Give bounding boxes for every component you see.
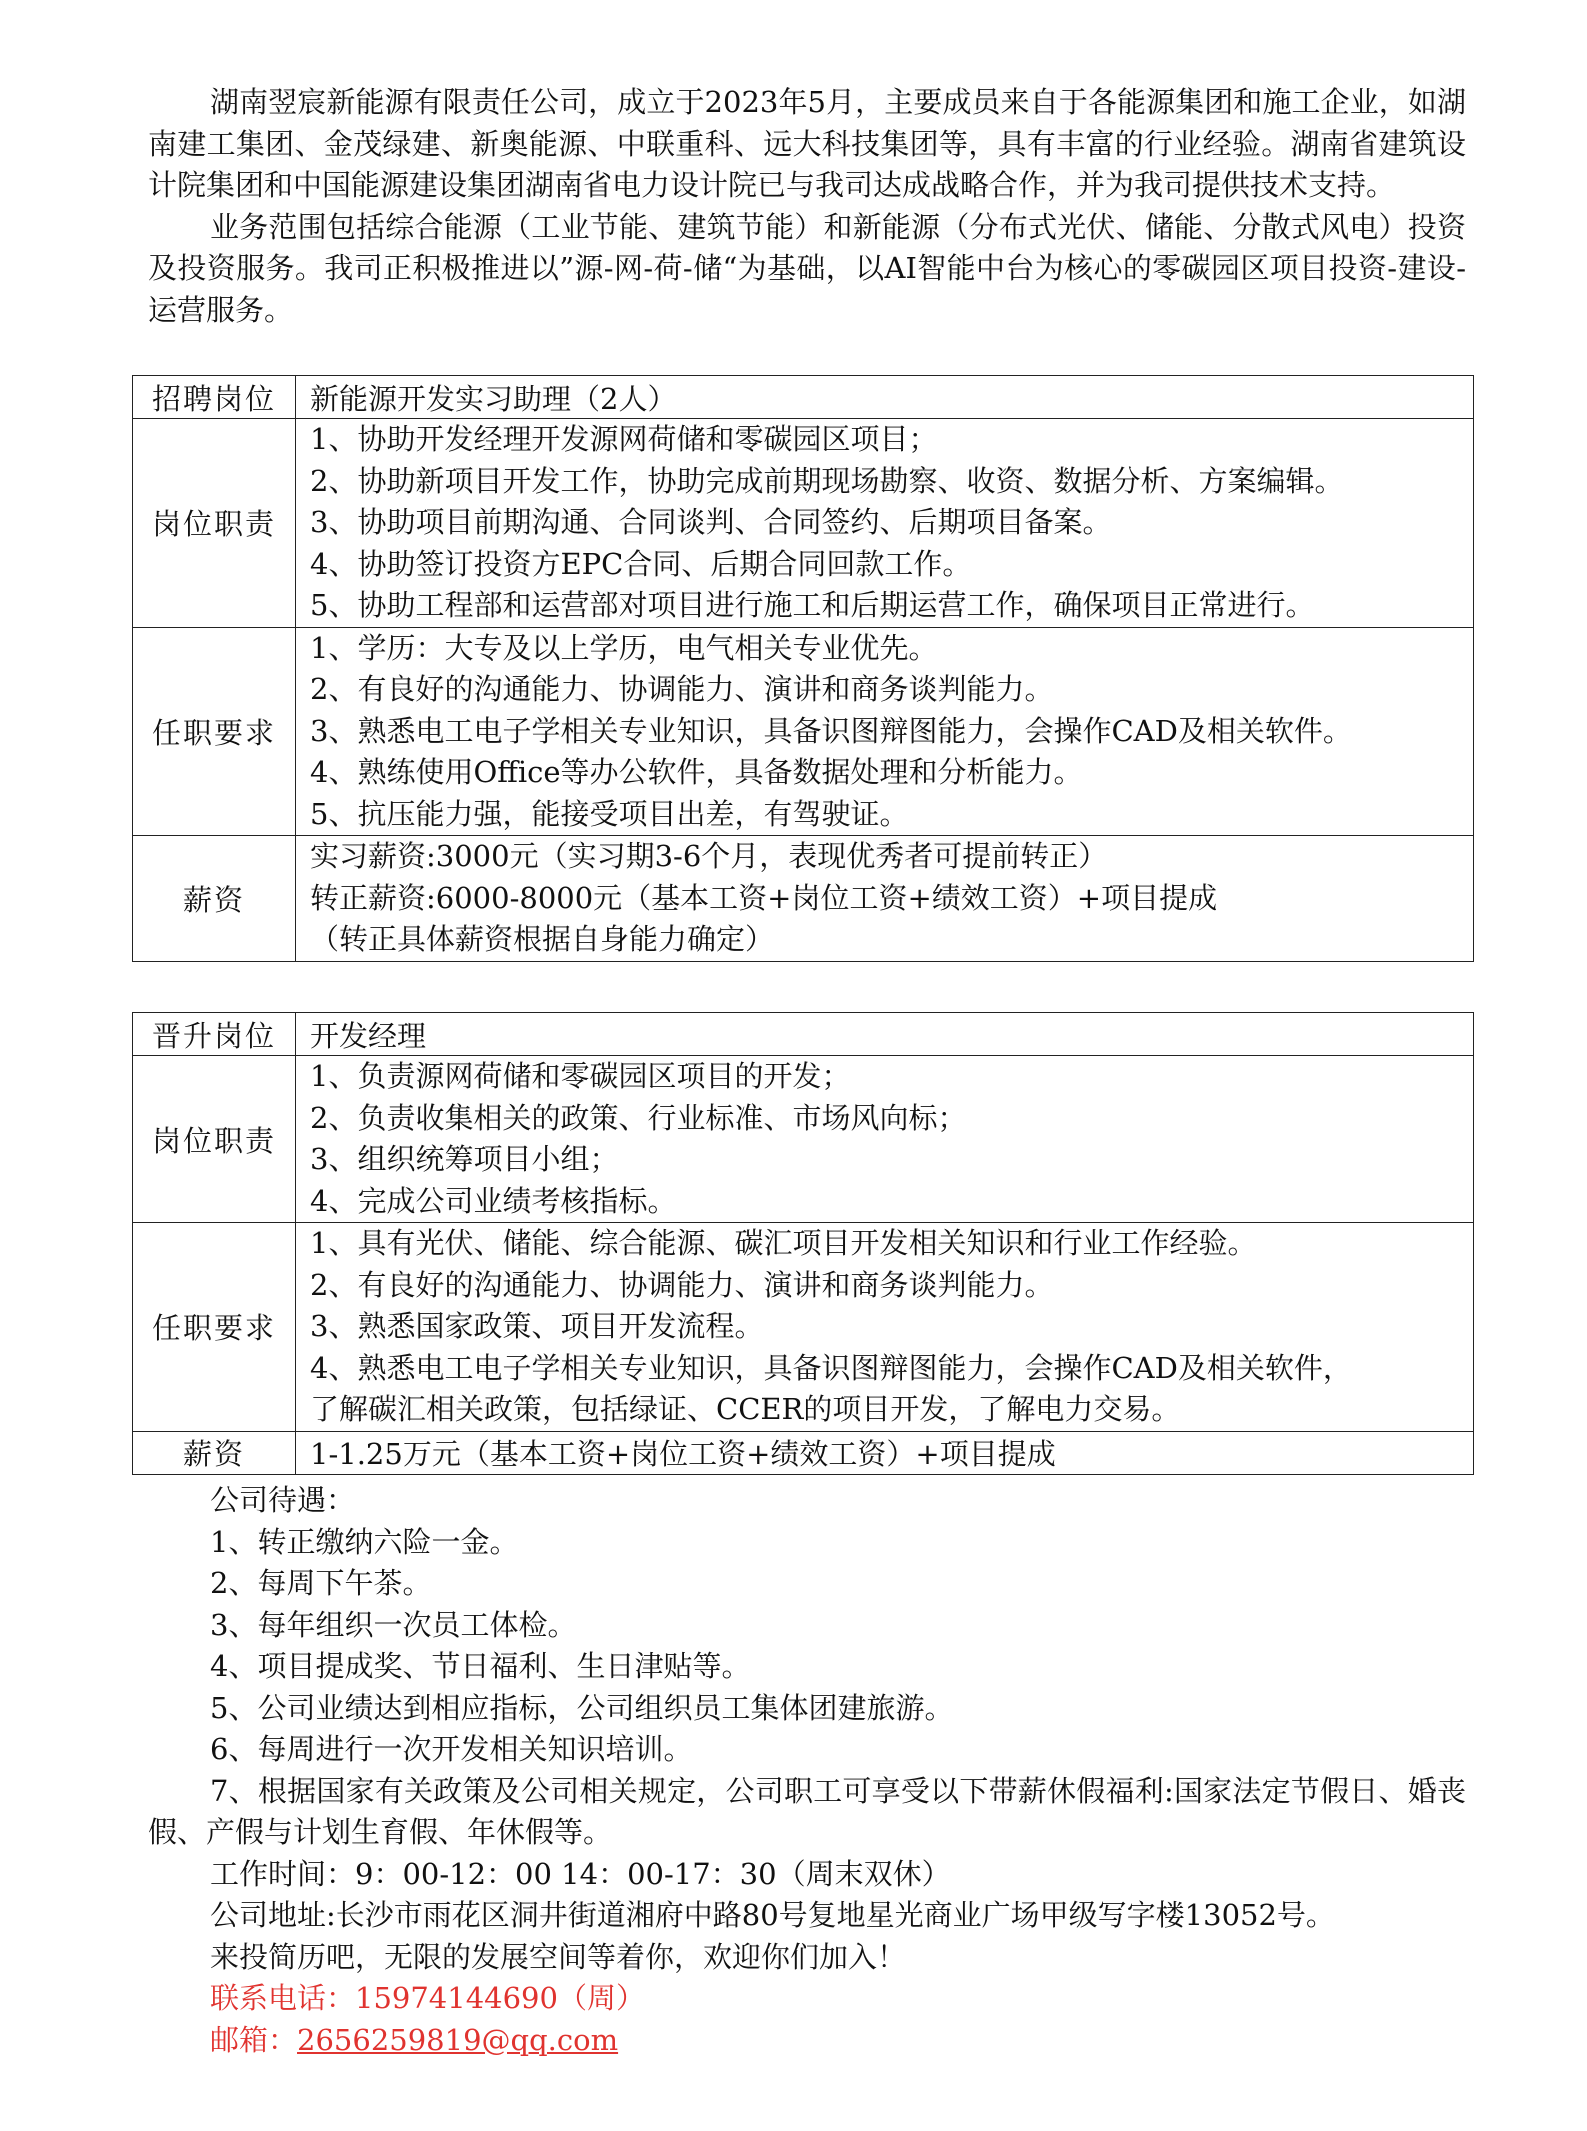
company-intro xyxy=(148,82,1466,331)
company-address: 公司地址:长沙市雨花区洞井街道湘府中路80号复地星光商业广场甲级写字楼13052号。 xyxy=(210,1898,1335,1932)
position-label: 招聘岗位 xyxy=(133,376,296,419)
requirement-item: 1、学历：大专及以上学历，电气相关专业优先。 xyxy=(310,630,938,665)
requirement-item: 2、有良好的沟通能力、协调能力、演讲和商务谈判能力。 xyxy=(310,1267,1054,1302)
requirements-list xyxy=(296,1223,1474,1432)
benefit-item: 1、转正缴纳六险一金。 xyxy=(210,1524,519,1559)
requirement-item: 3、熟悉电工电子学相关专业知识，具备识图辩图能力，会操作CAD及相关软件。 xyxy=(310,713,1352,748)
duty-item: 4、完成公司业绩考核指标。 xyxy=(310,1183,677,1218)
salary-line: 转正薪资:6000-8000元（基本工资+岗位工资+绩效工资）+项目提成 xyxy=(310,880,1218,915)
duties-row xyxy=(133,1056,1474,1223)
benefit-item: 6、每周进行一次开发相关知识培训。 xyxy=(210,1732,693,1766)
salary-row xyxy=(133,1431,1474,1474)
duty-item: 2、协助新项目开发工作，协助完成前期现场勘察、收资、数据分析、方案编辑。 xyxy=(310,463,1344,498)
duty-item: 4、协助签订投资方EPC合同、后期合同回款工作。 xyxy=(310,546,972,581)
contact-phone: 联系电话：15974144690（周） xyxy=(210,1981,645,2015)
duties-label: 岗位职责 xyxy=(133,419,296,628)
requirement-item: 1、具有光伏、储能、综合能源、碳汇项目开发相关知识和行业工作经验。 xyxy=(310,1226,1257,1260)
salary-line: （转正具体薪资根据自身能力确定） xyxy=(310,922,775,956)
requirements-label: 任职要求 xyxy=(133,627,296,836)
position-title: 开发经理 xyxy=(296,1013,1474,1056)
salary-label: 薪资 xyxy=(133,1431,296,1474)
duties-row xyxy=(133,419,1474,628)
duty-item: 1、协助开发经理开发源网荷储和零碳园区项目； xyxy=(310,422,938,456)
email-label: 邮箱： xyxy=(210,2022,298,2057)
benefits-heading: 公司待遇： xyxy=(210,1483,356,1517)
duty-item: 5、协助工程部和运营部对项目进行施工和后期运营工作，确保项目正常进行。 xyxy=(310,588,1315,622)
position-row xyxy=(133,1013,1474,1056)
salary-details: 1-1.25万元（基本工资+岗位工资+绩效工资）+项目提成 xyxy=(296,1431,1474,1474)
position-row xyxy=(133,376,1474,419)
salary-row xyxy=(133,836,1474,962)
benefit-item: 4、项目提成奖、节日福利、生日津贴等。 xyxy=(210,1649,751,1683)
intro-paragraph-1: 湖南翌宸新能源有限责任公司，成立于2023年5月，主要成员来自于各能源集团和施工企业，如湖南建工集团、金茂绿建、新奥能源、中联重科、远大科技集团等，具有丰富的行业经验。湖南省建筑设计院集团和中国能源建设集团湖南省电力设计院已与我司达成战略合作，并为我司提供技术支持。 xyxy=(148,85,1466,202)
duties-list xyxy=(296,419,1474,628)
requirement-item: 3、熟悉国家政策、项目开发流程。 xyxy=(310,1309,764,1343)
benefit-item: 2、每周下午茶。 xyxy=(210,1566,432,1600)
requirement-item: 5、抗压能力强，能接受项目出差，有驾驶证。 xyxy=(310,796,909,831)
duty-item: 3、组织统筹项目小组； xyxy=(310,1142,619,1176)
salary-line: 实习薪资:3000元（实习期3-6个月，表现优秀者可提前转正） xyxy=(310,839,1108,873)
requirement-item: 4、熟练使用Office等办公软件，具备数据处理和分析能力。 xyxy=(310,755,1083,789)
duty-item: 2、负责收集相关的政策、行业标准、市场风向标； xyxy=(310,1100,967,1135)
duties-label: 岗位职责 xyxy=(133,1056,296,1223)
duties-list xyxy=(296,1056,1474,1223)
position-title: 新能源开发实习助理（2人） xyxy=(296,376,1474,419)
salary-label: 薪资 xyxy=(133,836,296,962)
requirements-row xyxy=(133,1223,1474,1432)
duty-item: 3、协助项目前期沟通、合同谈判、合同签约、后期项目备案。 xyxy=(310,505,1112,539)
requirements-list xyxy=(296,627,1474,836)
manager-job-table xyxy=(132,1012,1474,1475)
requirement-item: 4、熟悉电工电子学相关专业知识，具备识图辩图能力，会操作CAD及相关软件， xyxy=(310,1350,1352,1385)
benefit-item: 5、公司业绩达到相应指标，公司组织员工集体团建旅游。 xyxy=(210,1690,954,1725)
benefit-item-leave: 7、根据国家有关政策及公司相关规定，公司职工可享受以下带薪休假福利:国家法定节假日、婚丧假、产假与计划生育假、年休假等。 xyxy=(148,1773,1466,1849)
intro-paragraph-2: 业务范围包括综合能源（工业节能、建筑节能）和新能源（分布式光伏、储能、分散式风电）投资及投资服务。我司正积极推进以”源-网-荷-储“为基础，以AI智能中台为核心的零碳园区项目投资-建设-运营服务。 xyxy=(148,209,1466,327)
requirements-row xyxy=(133,627,1474,836)
closing-invitation: 来投简历吧，无限的发展空间等着你，欢迎你们加入！ xyxy=(210,1939,907,1974)
intern-job-table xyxy=(132,375,1474,962)
work-hours: 工作时间：9：00-12：00 14：00-17：30（周末双休） xyxy=(210,1856,951,1891)
position-label: 晋升岗位 xyxy=(133,1013,296,1056)
email-link[interactable]: 2656259819@qq.com xyxy=(297,2022,619,2057)
duty-item: 1、负责源网荷储和零碳园区项目的开发； xyxy=(310,1059,851,1093)
requirements-label: 任职要求 xyxy=(133,1223,296,1432)
requirement-item: 2、有良好的沟通能力、协调能力、演讲和商务谈判能力。 xyxy=(310,672,1054,706)
benefits-section xyxy=(148,1480,1466,2061)
salary-details xyxy=(296,836,1474,962)
requirement-item: 了解碳汇相关政策，包括绿证、CCER的项目开发，了解电力交易。 xyxy=(310,1392,1181,1426)
benefit-item: 3、每年组织一次员工体检。 xyxy=(210,1607,577,1642)
contact-email xyxy=(148,2020,1466,2062)
